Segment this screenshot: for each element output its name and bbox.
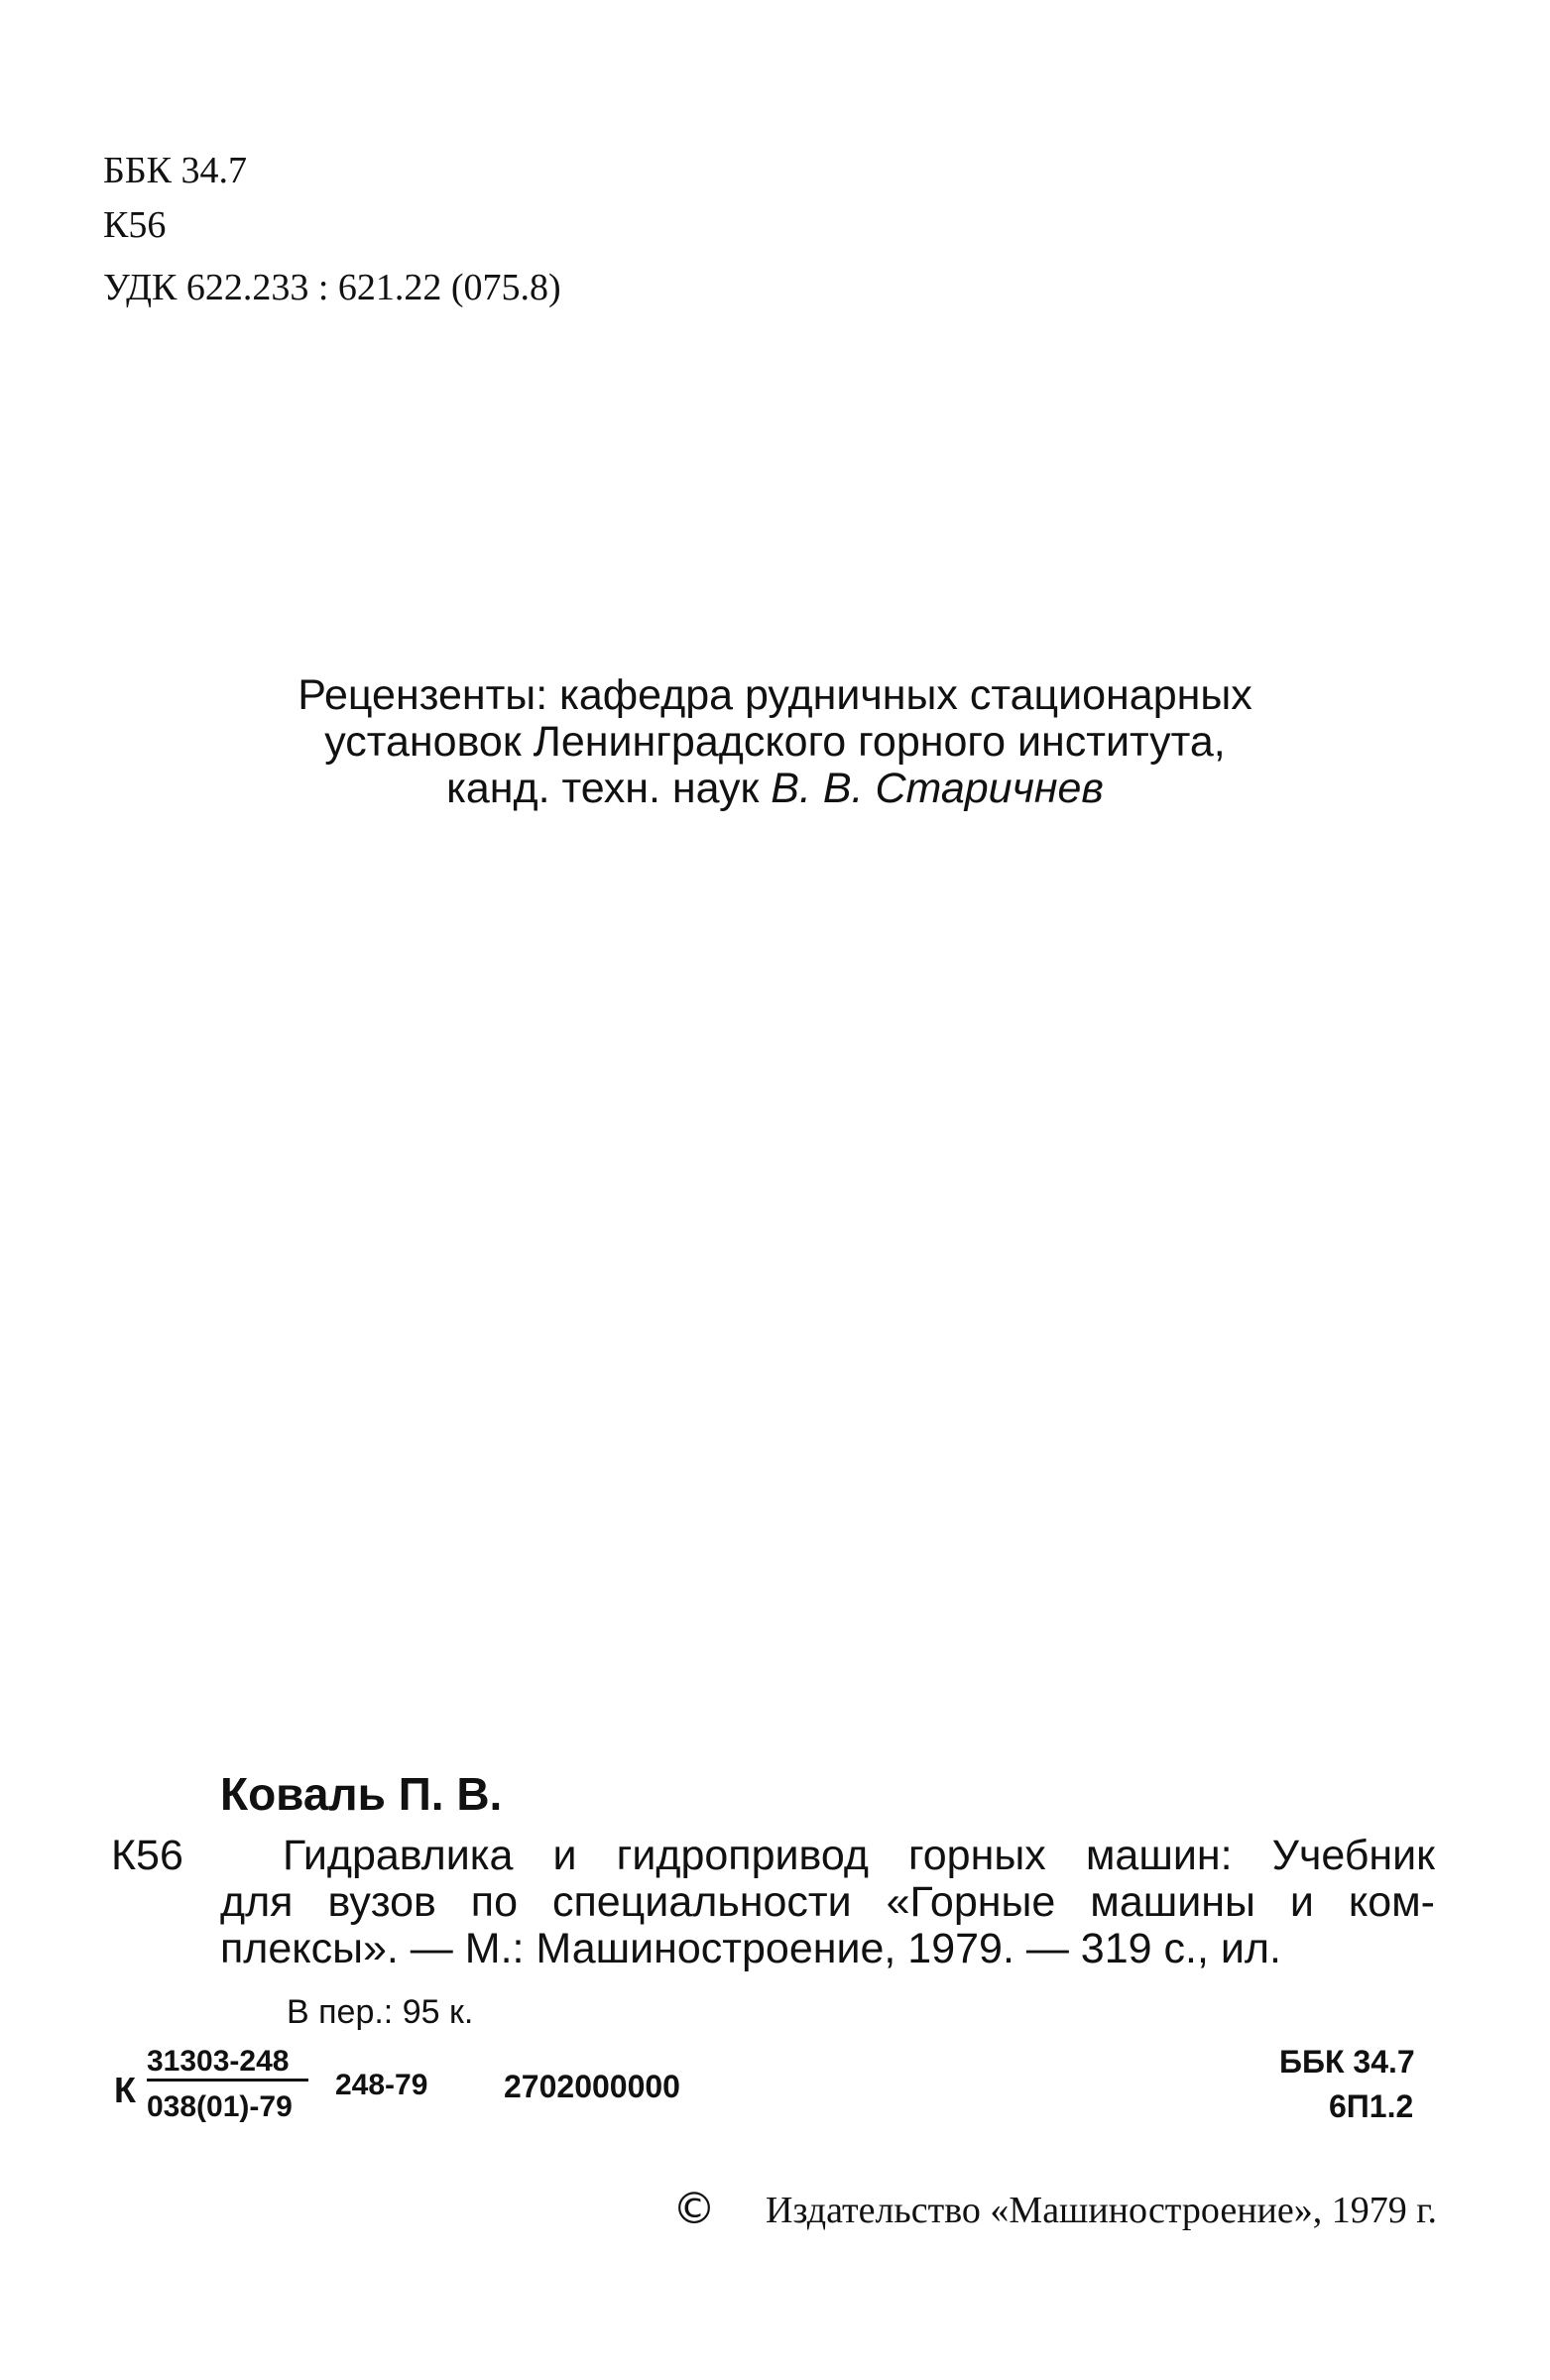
price: В пер.: 95 к. xyxy=(287,1993,474,2031)
reviewers-line-1: Рецензенты: кафедра рудничных стационарных xyxy=(298,671,1252,719)
index-middle: 248-79 xyxy=(335,2069,428,2101)
card-code: К56 xyxy=(111,1832,183,1879)
reviewer-name: В. В. Старичнев xyxy=(771,765,1104,812)
author-mark: К56 xyxy=(103,204,167,246)
index-letter: К xyxy=(114,2070,136,2110)
reviewers-line-3 xyxy=(0,765,1550,812)
reviewer-degree: канд. техн. наук xyxy=(446,765,772,812)
card-title-line-2: для вузов по специальности «Горные машины и ком- xyxy=(220,1878,1435,1926)
card-title-line-1: Гидравлика и гидропривод горных машин: Учебник xyxy=(283,1832,1435,1879)
index-code: 2702000000 xyxy=(504,2069,680,2104)
bbk-bottom: ББК 34.7 xyxy=(1279,2044,1415,2080)
bbk-classification: ББК 34.7 xyxy=(103,150,247,191)
index-numerator: 31303-248 xyxy=(147,2047,308,2082)
copyright-icon: © xyxy=(672,2184,716,2234)
udk-classification: УДК 622.233 : 621.22 (075.8) xyxy=(103,267,561,308)
card-author: Коваль П. В. xyxy=(220,1768,503,1820)
bbk-subcode: 6П1.2 xyxy=(1329,2088,1414,2124)
card-title-line-3: плексы». — М.: Машиностроение, 1979. — 319 с., ил. xyxy=(220,1925,1281,1972)
index-denominator: 038(01)-79 xyxy=(147,2090,293,2123)
publisher-copyright: Издательство «Машиностроение», 1979 г. xyxy=(766,2190,1438,2231)
reviewers-line-2: установок Ленинградского горного института, xyxy=(324,718,1226,766)
